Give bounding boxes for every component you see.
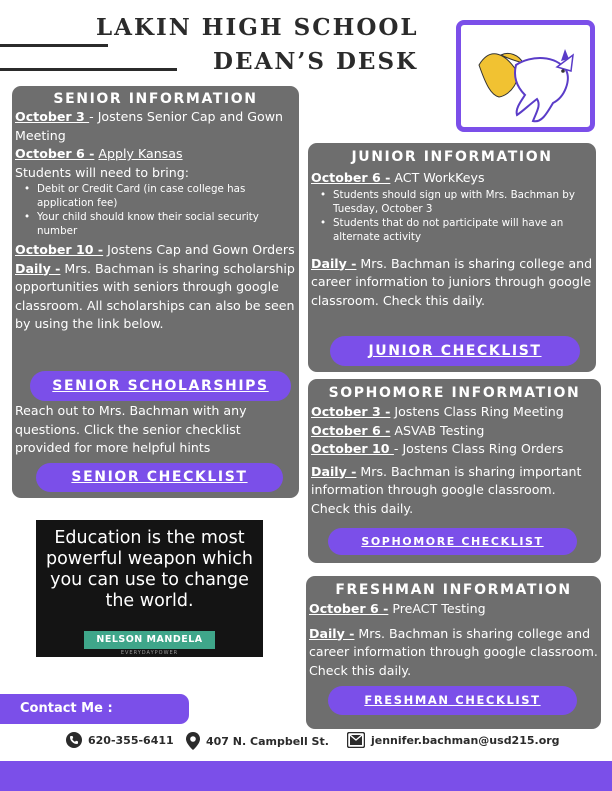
list-item: • Students should sign up with Mrs. Bachman by Tuesday, October 3 bbox=[333, 188, 593, 216]
sophomore-date-oct3: October 3 - bbox=[311, 404, 391, 419]
email-contact bbox=[347, 732, 560, 748]
senior-event-cap-gown-meeting: - Jostens Senior Cap and Gown Meeting bbox=[15, 109, 283, 143]
senior-bring-label: Students will need to bring: bbox=[15, 164, 189, 180]
sophomore-date-oct6: October 6 - bbox=[311, 422, 391, 438]
junior-notes-list bbox=[311, 188, 593, 244]
list-item: • Debit or Credit Card (in case college has application fee) bbox=[37, 182, 296, 210]
sophomore-event-asvab: ASVAB Testing bbox=[390, 422, 485, 438]
sophomore-event-ring-meeting: Jostens Class Ring Meeting bbox=[390, 404, 564, 419]
sophomore-checklist-button[interactable]: SOPHOMORE CHECKLIST bbox=[328, 528, 577, 555]
mandela-quote-image bbox=[36, 520, 263, 657]
freshman-checklist-button[interactable]: FRESHMAN CHECKLIST bbox=[328, 686, 577, 715]
freshman-event-preact: PreACT Testing bbox=[388, 601, 486, 616]
freshman-heading: FRESHMAN INFORMATION bbox=[335, 582, 572, 598]
senior-date-oct3: October 3 bbox=[15, 109, 90, 124]
senior-scholarships-button[interactable]: SENIOR SCHOLARSHIPS bbox=[30, 371, 291, 401]
phone-number: 620-355-6411 bbox=[88, 733, 174, 747]
freshman-daily-text: Mrs. Bachman is sharing college and career information through google classroom. Check this daily. bbox=[309, 625, 598, 678]
junior-event-act-workkeys: ACT WorkKeys bbox=[390, 170, 485, 185]
senior-daily-label: Daily - bbox=[15, 260, 61, 276]
sophomore-daily-label: Daily - bbox=[311, 463, 357, 479]
junior-date-oct6: October 6 - bbox=[311, 170, 391, 185]
senior-reach-text: Reach out to Mrs. Bachman with any questions. Click the senior checklist provided for more helpful hints bbox=[15, 403, 247, 455]
junior-checklist-button[interactable]: JUNIOR CHECKLIST bbox=[330, 336, 580, 366]
contact-label: Contact Me : bbox=[0, 694, 189, 724]
list-item: • Your child should know their social security number bbox=[37, 210, 296, 238]
quote-brand: EVERYDAYPOWER bbox=[120, 650, 179, 656]
sophomore-heading: SOPHOMORE INFORMATION bbox=[328, 385, 581, 401]
freshman-date-oct6: October 6 - bbox=[309, 601, 389, 616]
sophomore-event-ring-orders: - Jostens Class Ring Orders bbox=[393, 441, 564, 456]
mail-icon bbox=[347, 732, 365, 748]
freshman-daily-label: Daily - bbox=[309, 625, 355, 641]
quote-author: NELSON MANDELA bbox=[84, 631, 215, 649]
senior-date-oct10: October 10 - bbox=[15, 242, 104, 257]
school-title: LAKIN HIGH SCHOOL bbox=[96, 14, 419, 41]
senior-bring-list bbox=[15, 182, 296, 238]
list-item: • Students that do not participate will have an alternate activity bbox=[333, 216, 593, 244]
senior-heading: SENIOR INFORMATION bbox=[53, 91, 258, 107]
header-rule bbox=[0, 68, 177, 71]
location-pin-icon bbox=[186, 732, 200, 750]
deans-desk-title: DEAN’S DESK bbox=[213, 48, 419, 75]
apply-kansas-link[interactable]: Apply Kansas bbox=[98, 146, 183, 161]
sophomore-date-oct10: October 10 bbox=[311, 441, 394, 456]
address-contact bbox=[186, 732, 329, 750]
senior-event-cap-gown-orders: Jostens Cap and Gown Orders bbox=[103, 242, 295, 257]
junior-daily-text: Mrs. Bachman is sharing college and career information to juniors through google classroom. Check this daily. bbox=[311, 255, 593, 308]
phone-contact bbox=[66, 732, 174, 748]
senior-date-oct6: October 6 - bbox=[15, 146, 95, 161]
sophomore-daily-text: Mrs. Bachman is sharing important information through google classroom. Check this daily. bbox=[311, 463, 582, 516]
junior-heading: JUNIOR INFORMATION bbox=[351, 149, 553, 165]
address-text: 407 N. Campbell St. bbox=[206, 734, 329, 748]
footer-bar bbox=[0, 761, 612, 791]
junior-daily-label: Daily - bbox=[311, 255, 357, 271]
quote-text: Education is the most powerful weapon which you can use to change the world. bbox=[45, 528, 254, 611]
senior-panel bbox=[12, 86, 299, 498]
email-address[interactable]: jennifer.bachman@usd215.org bbox=[371, 733, 560, 747]
senior-checklist-button[interactable]: SENIOR CHECKLIST bbox=[36, 463, 283, 492]
header-rule bbox=[0, 44, 108, 47]
phone-icon bbox=[66, 732, 82, 748]
senior-daily-text: Mrs. Bachman is sharing scholarship opportunities with seniors through google classroom. All scholarships can also be seen by using the link below. bbox=[15, 260, 295, 331]
mustang-logo bbox=[456, 20, 595, 132]
